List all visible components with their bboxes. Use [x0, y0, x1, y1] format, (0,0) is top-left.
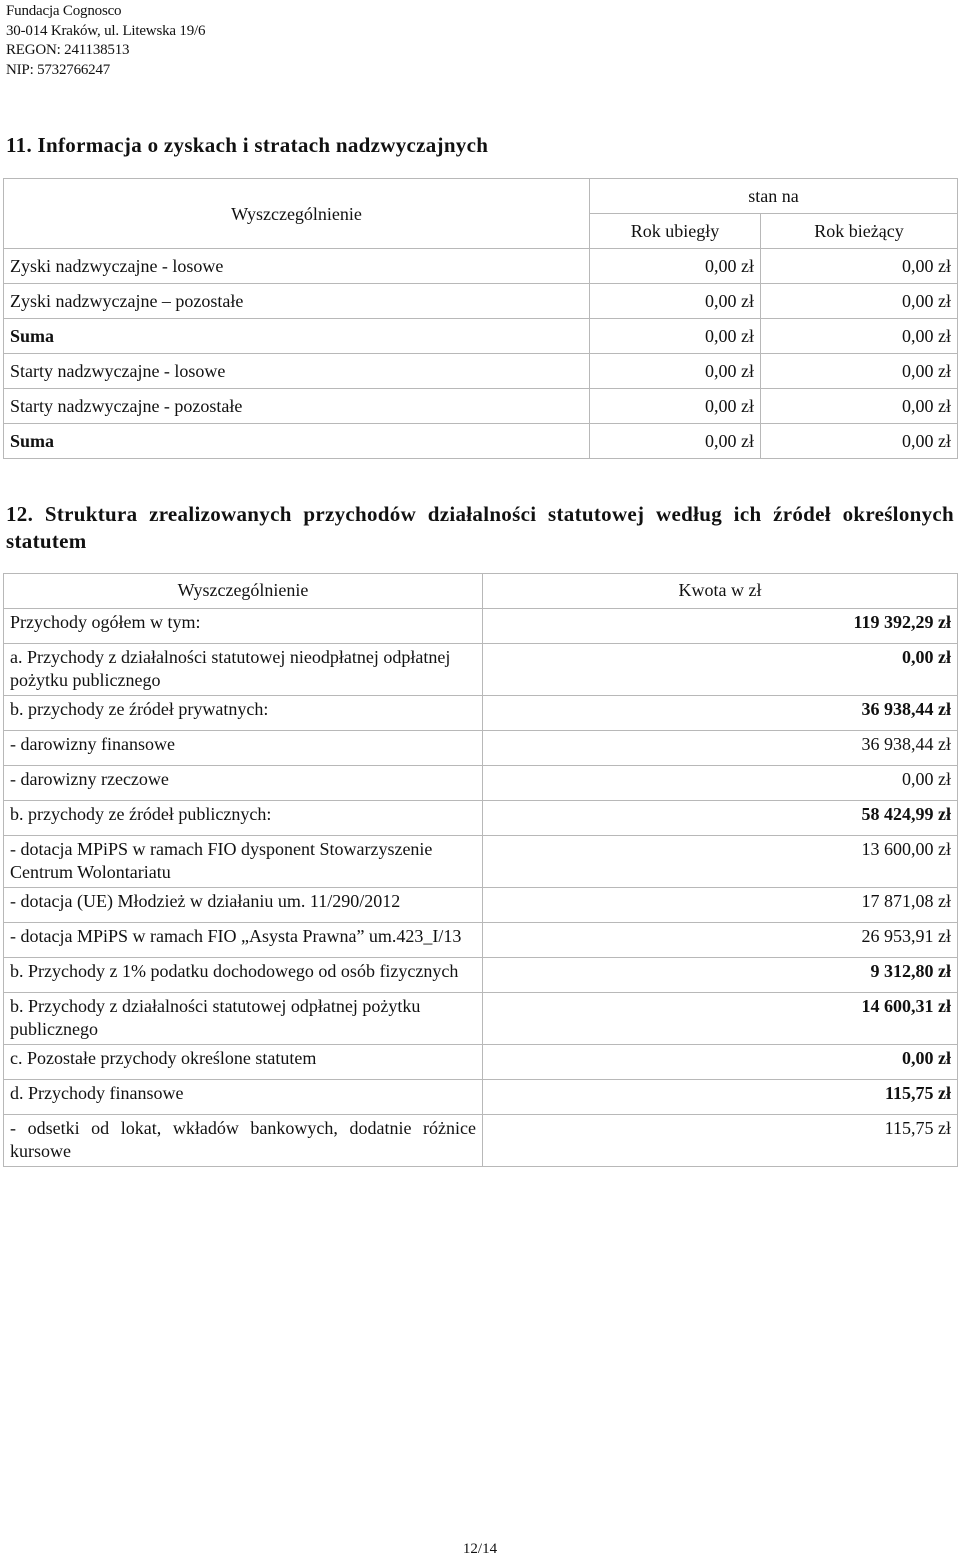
table-row-sum — [4, 319, 958, 354]
row-label: - darowizny rzeczowe — [4, 766, 483, 801]
row-label: - odsetki od lokat, wkładów bankowych, dodatnie różnice kursowe — [4, 1115, 483, 1167]
table-row — [4, 1080, 958, 1115]
table-row — [4, 1045, 958, 1080]
row-amount: 9 312,80 zł — [483, 958, 958, 993]
row-label: - dotacja (UE) Młodzież w działaniu um. 11/290/2012 — [4, 888, 483, 923]
row-label: b. przychody ze źródeł prywatnych: — [4, 696, 483, 731]
table-row — [4, 801, 958, 836]
row-curr-value: 0,00 zł — [761, 284, 958, 319]
table-row — [4, 644, 958, 696]
col-header-description: Wyszczególnienie — [4, 574, 483, 609]
row-amount: 115,75 zł — [483, 1115, 958, 1167]
org-regon: REGON: 241138513 — [6, 42, 130, 58]
row-curr-value: 0,00 zł — [761, 319, 958, 354]
row-label: Starty nadzwyczajne - losowe — [4, 354, 590, 389]
row-label: b. Przychody z 1% podatku dochodowego od osób fizycznych — [4, 958, 483, 993]
row-prev-value: 0,00 zł — [590, 389, 761, 424]
table-row — [4, 888, 958, 923]
table-row — [4, 696, 958, 731]
col-header-description: Wyszczególnienie — [4, 179, 590, 249]
table-row — [4, 389, 958, 424]
col-header-group: stan na — [590, 179, 958, 214]
row-amount: 119 392,29 zł — [483, 609, 958, 644]
row-label: b. Przychody z działalności statutowej odpłatnej pożytku publicznego — [4, 993, 483, 1045]
row-label: Suma — [4, 319, 590, 354]
extraordinary-gains-losses-table — [3, 178, 958, 459]
row-label: Zyski nadzwyczajne – pozostałe — [4, 284, 590, 319]
row-prev-value: 0,00 zł — [590, 424, 761, 459]
table-row — [4, 609, 958, 644]
row-label: d. Przychody finansowe — [4, 1080, 483, 1115]
row-label: a. Przychody z działalności statutowej nieodpłatnej odpłatnej pożytku publicznego — [4, 644, 483, 696]
row-amount: 0,00 zł — [483, 1045, 958, 1080]
table-row — [4, 958, 958, 993]
document-header — [6, 2, 205, 80]
table-row — [4, 923, 958, 958]
row-amount: 14 600,31 zł — [483, 993, 958, 1045]
org-name: Fundacja Cognosco — [6, 3, 122, 19]
table-row — [4, 731, 958, 766]
org-address: 30-014 Kraków, ul. Litewska 19/6 — [6, 22, 206, 39]
row-label: b. przychody ze źródeł publicznych: — [4, 801, 483, 836]
row-curr-value: 0,00 zł — [761, 389, 958, 424]
row-amount: 36 938,44 zł — [483, 696, 958, 731]
section-12-title: 12. Struktura zrealizowanych przychodów działalności statutowej według ich źródeł określonych statutem — [6, 502, 954, 553]
row-label: - dotacja MPiPS w ramach FIO „Asysta Prawna” um.423_I/13 — [4, 923, 483, 958]
org-nip: NIP: 5732766247 — [6, 61, 111, 78]
table-row — [4, 249, 958, 284]
table-row — [4, 354, 958, 389]
row-label: Przychody ogółem w tym: — [4, 609, 483, 644]
table-row-sum — [4, 424, 958, 459]
table-row — [4, 284, 958, 319]
row-amount: 0,00 zł — [483, 766, 958, 801]
row-amount: 36 938,44 zł — [483, 731, 958, 766]
row-amount: 0,00 zł — [483, 644, 958, 696]
page-number: 12/14 — [462, 1541, 498, 1557]
row-curr-value: 0,00 zł — [761, 354, 958, 389]
col-header-previous-year: Rok ubiegły — [590, 214, 761, 249]
table-header-row — [4, 179, 958, 214]
row-label: - darowizny finansowe — [4, 731, 483, 766]
row-prev-value: 0,00 zł — [590, 354, 761, 389]
col-header-current-year: Rok bieżący — [761, 214, 958, 249]
row-label: - dotacja MPiPS w ramach FIO dysponent Stowarzyszenie Centrum Wolontariatu — [4, 836, 483, 888]
row-amount: 13 600,00 zł — [483, 836, 958, 888]
row-amount: 26 953,91 zł — [483, 923, 958, 958]
table-row — [4, 993, 958, 1045]
row-amount: 17 871,08 zł — [483, 888, 958, 923]
row-label: Suma — [4, 424, 590, 459]
table-row — [4, 1115, 958, 1167]
row-amount: 115,75 zł — [483, 1080, 958, 1115]
row-amount: 58 424,99 zł — [483, 801, 958, 836]
row-curr-value: 0,00 zł — [761, 249, 958, 284]
row-prev-value: 0,00 zł — [590, 284, 761, 319]
table-row — [4, 836, 958, 888]
section-11-title: 11. Informacja o zyskach i stratach nadzwyczajnych — [6, 133, 489, 157]
revenue-structure-table — [3, 573, 958, 1167]
row-label: Starty nadzwyczajne - pozostałe — [4, 389, 590, 424]
table-header-row — [4, 574, 958, 609]
row-prev-value: 0,00 zł — [590, 249, 761, 284]
col-header-amount: Kwota w zł — [483, 574, 958, 609]
row-curr-value: 0,00 zł — [761, 424, 958, 459]
table-row — [4, 766, 958, 801]
row-prev-value: 0,00 zł — [590, 319, 761, 354]
row-label: Zyski nadzwyczajne - losowe — [4, 249, 590, 284]
row-label: c. Pozostałe przychody określone statutem — [4, 1045, 483, 1080]
